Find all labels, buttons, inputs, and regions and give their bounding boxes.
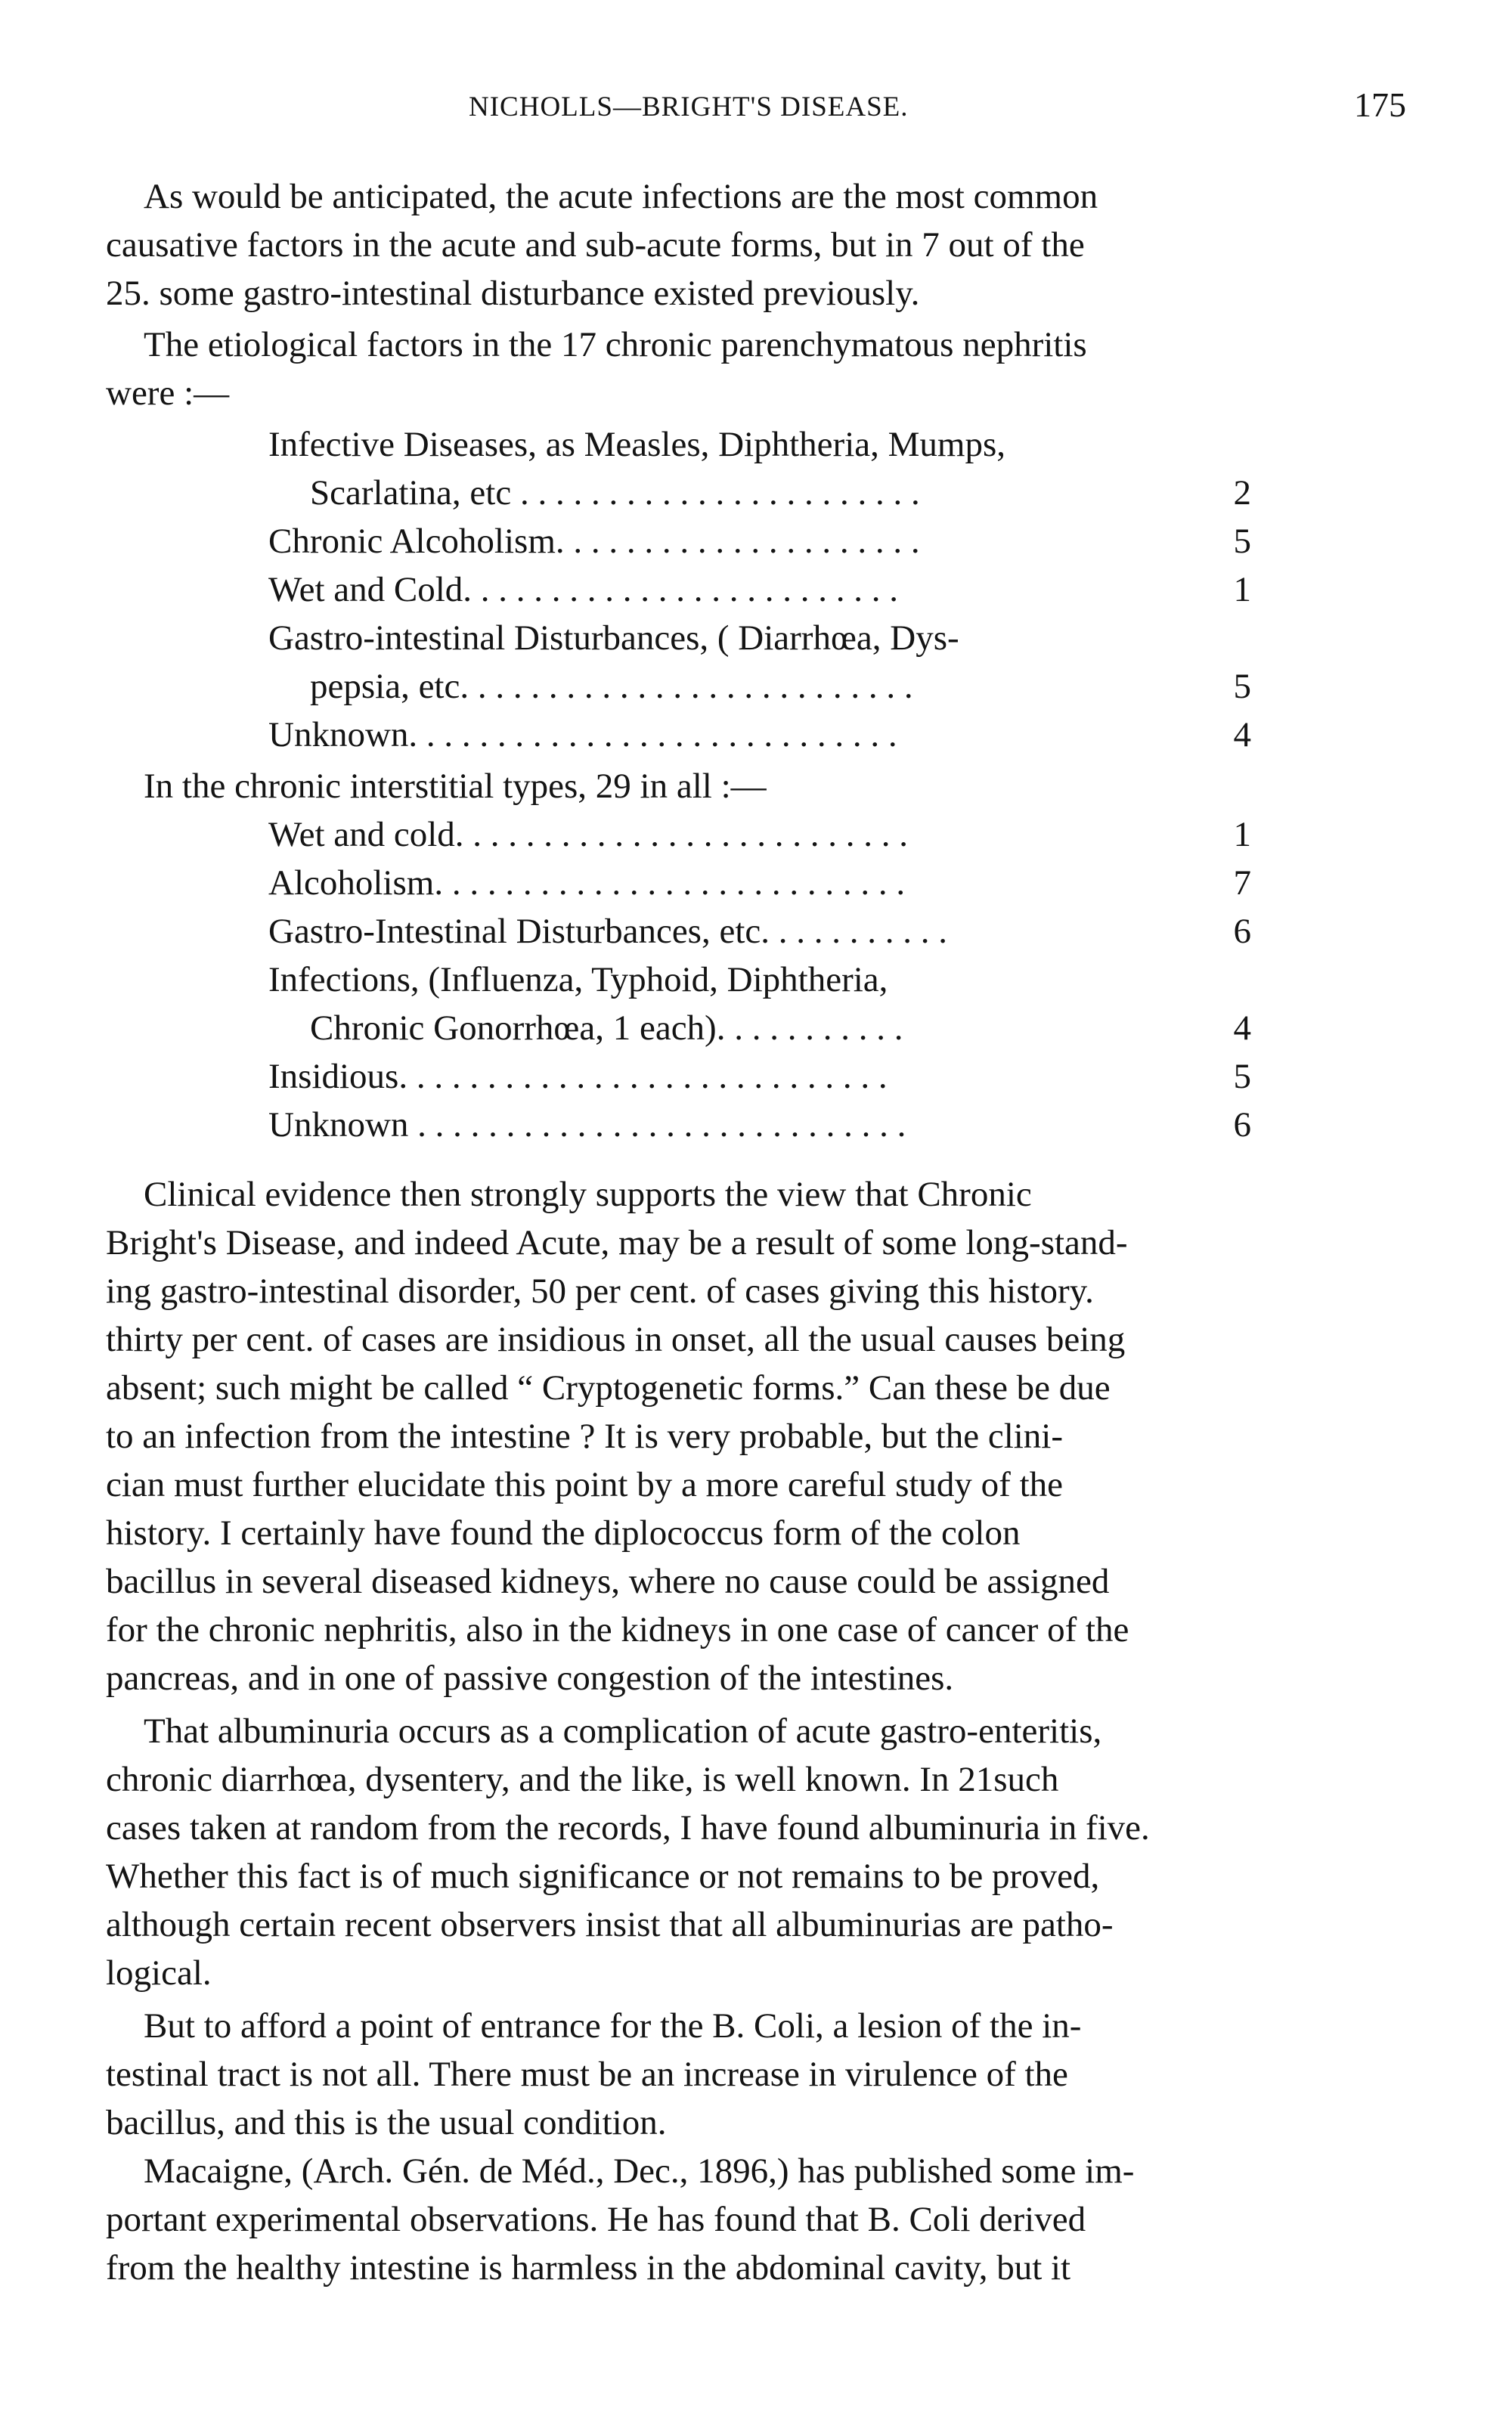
paragraph-line: The etiological factors in the 17 chronic parenchymatous nephritis xyxy=(144,325,1087,364)
table-label: Unknown. . . . . . . . . . . . . . . . . . . . . . . . . . . . xyxy=(268,715,897,754)
table-value: 5 xyxy=(1233,1057,1251,1096)
table-label: Wet and Cold. . . . . . . . . . . . . . . . . . . . . . . . . xyxy=(268,570,899,609)
table-value: 6 xyxy=(1233,1105,1251,1145)
page-number: 175 xyxy=(1354,85,1406,124)
paragraph-line: chronic diarrhœa, dysentery, and the like, is well known. In 21such xyxy=(106,1760,1059,1799)
paragraph-line: thirty per cent. of cases are insidious in onset, all the usual causes being xyxy=(106,1320,1126,1359)
paragraph-line: causative factors in the acute and sub-acute forms, but in 7 out of the xyxy=(106,225,1085,265)
table-label: Insidious. . . . . . . . . . . . . . . . . . . . . . . . . . . . xyxy=(268,1057,888,1096)
table-label: Alcoholism. . . . . . . . . . . . . . . . . . . . . . . . . . . xyxy=(268,863,906,903)
paragraph-line: were :— xyxy=(106,373,230,413)
paragraph-line: cian must further elucidate this point by a more careful study of the xyxy=(106,1465,1063,1504)
table-label: Gastro-intestinal Disturbances, ( Diarrhœa, Dys- xyxy=(268,618,959,658)
paragraph-line: Whether this fact is of much significance or not remains to be proved, xyxy=(106,1857,1100,1896)
table-value: 6 xyxy=(1233,912,1251,951)
paragraph-line: portant experimental observations. He has found that B. Coli derived xyxy=(106,2200,1086,2239)
table-label: pepsia, etc. . . . . . . . . . . . . . . . . . . . . . . . . . xyxy=(310,667,913,706)
table-label: Infections, (Influenza, Typhoid, Diphtheria, xyxy=(268,960,888,999)
paragraph-line: to an infection from the intestine ? It is very probable, but the clini- xyxy=(106,1417,1064,1456)
paragraph-line: Bright's Disease, and indeed Acute, may be a result of some long-stand- xyxy=(106,1223,1128,1262)
paragraph-line: Macaigne, (Arch. Gén. de Méd., Dec., 1896,) has published some im- xyxy=(144,2151,1135,2191)
page-header xyxy=(469,85,1406,136)
table-value: 7 xyxy=(1233,863,1251,903)
table-value: 1 xyxy=(1233,815,1251,854)
table-value: 1 xyxy=(1233,570,1251,609)
table-label: Chronic Alcoholism. . . . . . . . . . . . . . . . . . . . . xyxy=(268,522,920,561)
paragraph-line: although certain recent observers insist that all albuminurias are patho- xyxy=(106,1905,1114,1944)
table-label: Wet and cold. . . . . . . . . . . . . . . . . . . . . . . . . . xyxy=(268,815,909,854)
paragraph-line: As would be anticipated, the acute infections are the most common xyxy=(144,177,1098,216)
table-value: 4 xyxy=(1233,1008,1251,1048)
table-label: Chronic Gonorrhœa, 1 each). . . . . . . . . . . xyxy=(310,1008,903,1048)
table-label: Infective Diseases, as Measles, Diphtheria, Mumps, xyxy=(268,425,1005,464)
paragraph-line: ing gastro-intestinal disorder, 50 per cent. of cases giving this history. xyxy=(106,1272,1094,1311)
table-label: Gastro-Intestinal Disturbances, etc. . . . . . . . . . . xyxy=(268,912,948,951)
paragraph-line: for the chronic nephritis, also in the kidneys in one case of cancer of the xyxy=(106,1610,1129,1649)
running-title: NICHOLLS—BRIGHT'S DISEASE. xyxy=(469,91,909,122)
paragraph-line: 25. some gastro-intestinal disturbance existed previously. xyxy=(106,274,920,313)
table-value: 2 xyxy=(1233,473,1251,513)
paragraph-line: absent; such might be called “ Cryptogenetic forms.” Can these be due xyxy=(106,1368,1111,1408)
table-value: 5 xyxy=(1233,522,1251,561)
paragraph-line: pancreas, and in one of passive congestion of the intestines. xyxy=(106,1659,954,1698)
paragraph-line: Clinical evidence then strongly supports the view that Chronic xyxy=(144,1175,1032,1214)
paragraph-line: from the healthy intestine is harmless in the abdominal cavity, but it xyxy=(106,2248,1071,2288)
paragraph-line: bacillus, and this is the usual condition. xyxy=(106,2103,667,2142)
table-label: Unknown . . . . . . . . . . . . . . . . . . . . . . . . . . . . xyxy=(268,1105,906,1145)
paragraph-line: In the chronic interstitial types, 29 in all :— xyxy=(144,767,767,806)
table-value: 4 xyxy=(1233,715,1251,754)
paragraph-line: history. I certainly have found the diplococcus form of the colon xyxy=(106,1513,1021,1553)
paragraph-line: logical. xyxy=(106,1953,212,1993)
paragraph-line: cases taken at random from the records, I have found albuminuria in five. xyxy=(106,1808,1150,1848)
paragraph-line: But to afford a point of entrance for the B. Coli, a lesion of the in- xyxy=(144,2006,1082,2046)
paragraph-line: That albuminuria occurs as a complication of acute gastro-enteritis, xyxy=(144,1711,1102,1751)
table-label: Scarlatina, etc . . . . . . . . . . . . . . . . . . . . . . . xyxy=(310,473,920,513)
paragraph-line: testinal tract is not all. There must be an increase in virulence of the xyxy=(106,2055,1068,2094)
table-value: 5 xyxy=(1233,667,1251,706)
paragraph-line: bacillus in several diseased kidneys, where no cause could be assigned xyxy=(106,1562,1110,1601)
